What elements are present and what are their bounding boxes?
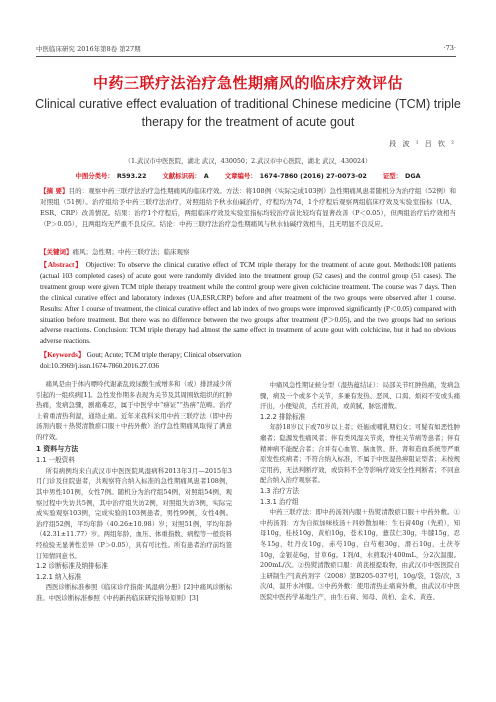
article-metadata (40, 171, 456, 180)
abstract-tag-en: 【Abstract】 (40, 261, 84, 269)
abstract-english (40, 260, 456, 347)
keywords-english (40, 350, 456, 360)
subsection-diagnostic-criteria: 1.2 诊断标准及纳排标准 (36, 562, 108, 571)
subsection-treatment-methods: 1.3 治疗方法 (260, 486, 299, 495)
intro-paragraph: 痛风是由于体内嘌呤代谢紊乱致尿酸生成增多和（或）排泄减少所引起的一组疾病[1]。急性发作期多表现为关节及其周围软组织的红肿热痛，发病急骤，剧痛难忍，属于中医学中“痹证”“热痹”范畴。治疗上着重清热利湿，通络止痛。近年来我科采用中药三联疗法（即中药汤剂内服＋热熨清散瘀口服＋中药外敷）治疗急性期痛风取得了满意的疗效。 (36, 380, 232, 441)
abstract-chinese (40, 186, 456, 230)
keywords-tag-cn: 【关键词】 (40, 248, 73, 256)
abstract-text-en: Objective: To observe the clinical curative effect of TCM triple therapy for the treatment of acute gout. Methods:108 patients (actual 103 completed cases) of acute gout were randomly divided into the treatment group (52 cases) and the control group (51 cases). The treatment group were given TCM triple therapy treatment while the control group were given colchicine treatment. The course was 7 days. Then the clinical curative effect and laboratory indexes (UA,ESR,CRP) before and after treatment of the two groups were observed after 1 course. Results: After 1 course of treatment, the clinical curative effect and lab index of two groups were improved significantly (P＜0.05) compared with situation before treatment. But there was no difference between the two groups after treatment (P＞0.05), and the two groups had no serious adverse reactions. Conclusion: TCM triple therapy had almost the same effect in treatment of acute gout with colchicine, but it had no obvious adverse reactions. (40, 261, 456, 346)
abstract-tag-cn: 【摘 要】 (40, 187, 69, 195)
treatment-paragraph: 中药三联疗法：即中药汤剂内服＋热熨清散瘀口服＋中药外敷。①中药汤剂：方为自拟加味枝汤＋四妙散加味：生石膏40g（先煎），知母10g，桂枝10g，黄柏10g，苍术10g，薏苡仁30g，牛膝15g，忍冬15g，牡丹皮10g，赤芍10g，白芍根30g，滑石10g，土茯苓10g，金银花6g，甘草6g。1剂/d，水煎取汁400mL，分2次温服。200mL/次。②热熨清散瘀口服：黄芪根提取物，由武汉市中医医院自主研制生产[黄药剂字（2008）第B205-037号]，10g/袋，1袋/次，3次/d，温开水冲服。③中药外敷：使用清热止痛膏外敷，由武汉市中医医院中医药学基地生产，由生石膏、知母、黄柏、金术、黄连、 (260, 508, 460, 601)
certification-type: 证型： DGA (382, 172, 421, 180)
inclusion-paragraph: 西医诊断标准参照《临床诊疗指南·风湿病分册》[2]中痛风诊断标准。中医诊断标准参照《中药新药临床研究指导原则》[3] (36, 583, 232, 602)
title-english: Clinical curative effect evaluation of traditional Chinese medicine (TCM) triple therapy for the treatment of acute gout (35, 97, 461, 129)
keywords-text-cn: 痛风；急性期；中药三联疗法；临床观察 (72, 248, 190, 256)
body-right-column (260, 380, 460, 602)
affiliation: （1.武汉市中医医院，湖北 武汉，430050；2.武汉市中心医院，湖北 武汉，430024） (124, 158, 372, 165)
section-heading-materials-methods: 1 资料与方法 (36, 444, 79, 453)
keywords-chinese (40, 247, 456, 256)
general-info-paragraph: 所有病例均来自武汉市中医医院风湿病科2013年3月—2015年3月门诊及住院患者，共观察符合纳入标准的急性期痛风患者108例，其中男性101例，女性7例。随机分为治疗组54例，对照组54例，观察过程中失访共5例，其中治疗组失访2例，对照组失访3例，实际完成实验观察103例，完成实验的103例患者，男性99例，女性4例。治疗组52例，平均年龄（40.26±10.98）岁；对照51例，平均年龄（42.31±11.77）岁。两组年龄、血压、体重指数、病程等一般资料经检验无显著性差异（P＞0.05），具有可比性。所有患者治疗前均签订知情同意书。 (36, 466, 232, 560)
doi: doi:10.3969/j.issn.1674-7860.2016.27.036 (40, 362, 160, 370)
article-number: 文章编号： 1674-7860 (2016) 27-0073-02 (224, 172, 367, 180)
title-chinese: 中药三联疗法治疗急性期痛风的临床疗效评估 (92, 74, 403, 92)
abstract-text-cn: 目的：观察中药三联疗法治疗急性期痛风的临床疗效。方法：将108例（实际完成103例）急性期痛风患者随机分为治疗组（52例）和对照组（51例）。治疗组给予中药三联疗法治疗，对照组给予秋水仙碱治疗，疗程均为7d，1个疗程后观察两组临床疗效及实验室指标（UA、ESR、CRP）改善情况。结果：治疗1个疗程后，两组临床疗效及实验室指标均较治疗前比较均有显著改善（P＜0.05），但两组治疗后疗效相当（P＞0.05），且两组均无严重不良反应。结论：中药三联疗法治疗急性期痛风与秋水仙碱疗效相当，且无明显不良反应。 (40, 187, 456, 228)
body-left-column (36, 379, 232, 603)
syndrome-paragraph: 中痛风急性期证候分型（湿热蕴结证）：局部关节红肿热痛，发病急骤，病及一个或多个关节，多兼有发热、恶风、口渴、烦闷不安或头痛汗出，小便短黄，舌红苔黄，或黄腻，脉弦滑数。 (260, 381, 460, 411)
subsection-general-info: 1.1 一般资料 (36, 456, 75, 465)
page-number: ·73· (443, 44, 456, 52)
subsection-inclusion-criteria: 1.2.1 纳入标准 (36, 572, 82, 581)
clc-number: 中图分类号： R593.22 (75, 172, 147, 180)
authors: 段 波 ¹ 吕 钦 ² (389, 140, 456, 148)
keywords-tag-en: 【Keywords】 (40, 351, 85, 359)
keywords-text-en: Gout; Acute; TCM triple therapy; Clinical observation (86, 351, 242, 359)
subsection-treatment-group: 1.3.1 治疗组 (260, 497, 299, 506)
journal-issue: 中医临床研究 2016年第8卷 第27期 (36, 45, 141, 53)
exclusion-paragraph: 年龄18岁以下或70岁以上者；妊娠或哺乳期妇女；可疑有如恶性肿瘤者；隐源发性痛风者；伴有类风湿关节炎，脊柱关节病等患者；伴有精神病不能配合者；合并有心血管、脑血管、肝、肾和造血系统等严重原发性疾病者；不符合纳入标准，不属于中医湿热痹阻证型者；未按规定用药，无法判断疗效，或资料不全等影响疗效安全性判断者；不同意配合纳入治疗观察者。 (260, 423, 460, 485)
subsection-exclusion-criteria: 1.2.2 排除标准 (260, 412, 306, 421)
running-head (36, 44, 456, 57)
document-code: 文献标识码： A (162, 172, 209, 180)
